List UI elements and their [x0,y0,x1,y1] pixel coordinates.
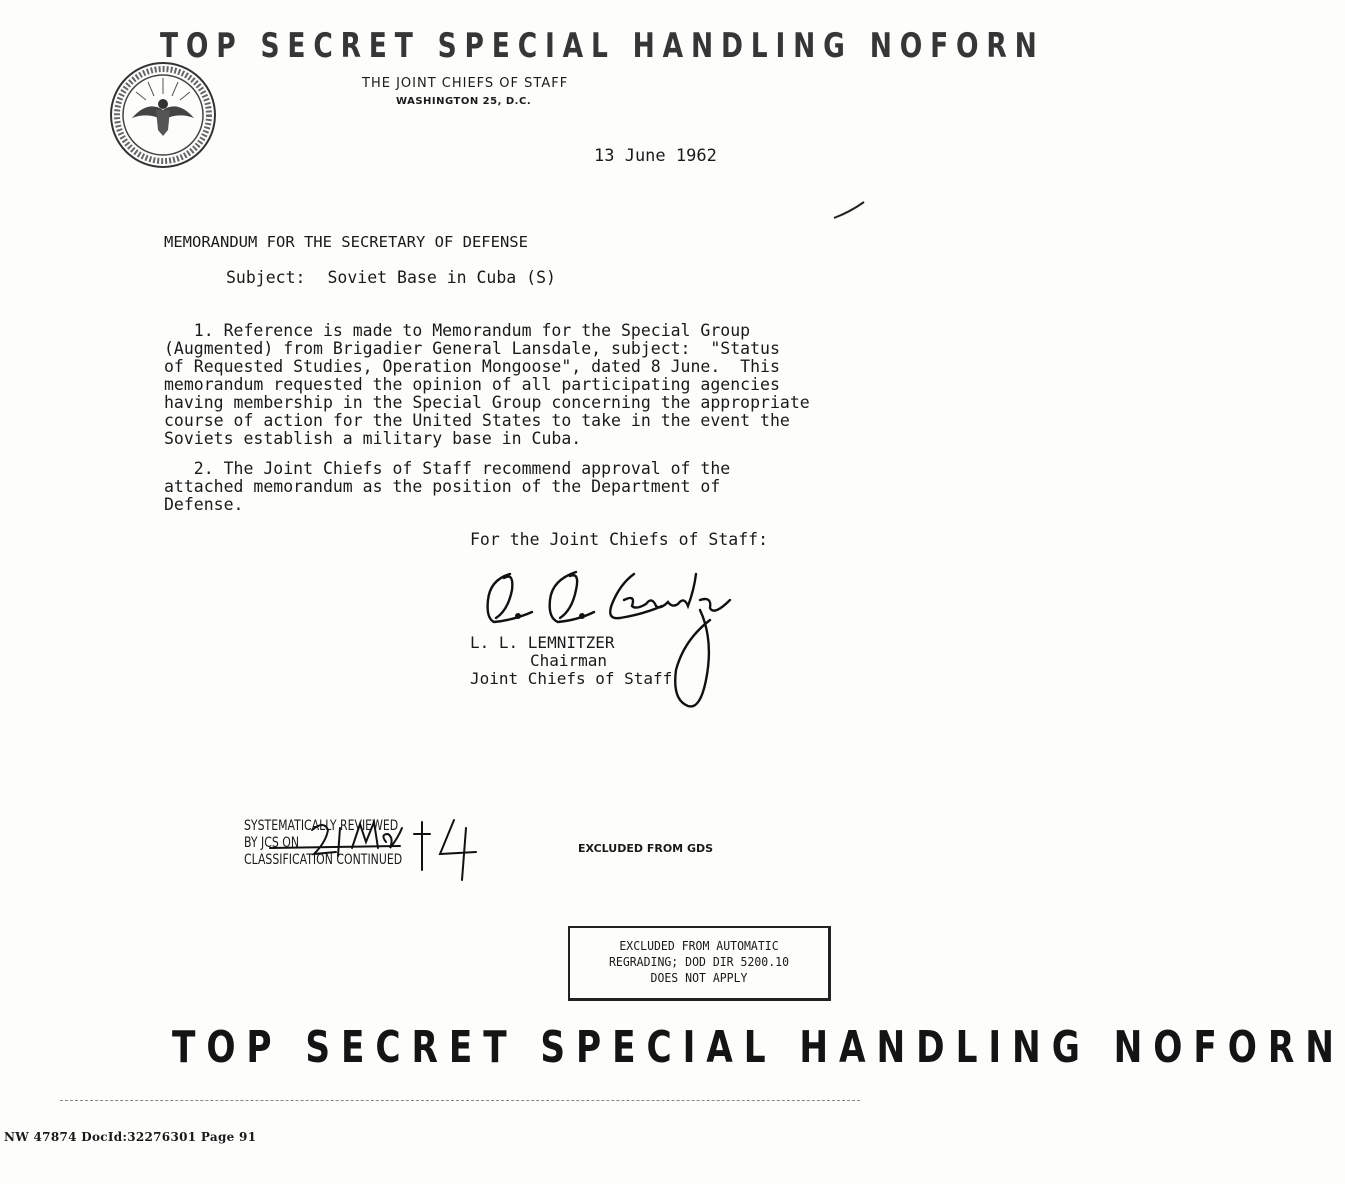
review-line-1: SYSTEMATICALLY REVIEWED [244,818,399,834]
subject-label: Subject: [226,268,306,287]
memo-date: 13 June 1962 [594,146,717,166]
review-line-3: CLASSIFICATION CONTINUED [244,852,403,868]
handwritten-review-date [240,808,520,888]
subject-value: Soviet Base in Cuba (S) [327,268,556,287]
memo-addressee: MEMORANDUM FOR THE SECRETARY OF DEFENSE [164,233,528,251]
signer-block [470,634,672,688]
document-footer: NW 47874 DocId:32276301 Page 91 [4,1130,257,1144]
signer-title: Chairman [530,651,608,670]
paragraph-1: 1. Reference is made to Memorandum for the Special Group (Augmented) from Brigadier General Lansdale, subject: "Status of Requested Studies, Operation Mongoose", dated 8 June. This memorandum requested the opinion of all participating agencies having membership in the Special Group concerning the appropriate course of action for the United States to take in the event the Soviets establish a military base in Cuba. [164,321,810,448]
memo-subject [226,268,556,287]
classification-banner-bottom: TOP SECRET SPECIAL HANDLING NOFORN [172,1022,1345,1073]
agency-name: THE JOINT CHIEFS OF STAFF [362,76,569,91]
seal-icon [108,60,218,170]
regrading-box [568,926,831,1001]
signer-org: Joint Chiefs of Staff [470,669,673,688]
signature-preface: For the Joint Chiefs of Staff: [470,530,769,549]
divider [60,1100,860,1101]
classification-banner-top: TOP SECRET SPECIAL HANDLING NOFORN [160,26,1045,66]
agency-address: WASHINGTON 25, D.C. [396,96,532,107]
signer-name: L. L. LEMNITZER [470,633,615,652]
check-mark-icon [832,198,868,222]
review-line-2: BY JCS ON [244,835,300,851]
paragraph-2: 2. The Joint Chiefs of Staff recommend approval of the attached memorandum as the position of the Department of Defense. [164,459,731,514]
regrading-text: EXCLUDED FROM AUTOMATIC REGRADING; DOD DIR 5200.10 DOES NOT APPLY [608,938,790,985]
excluded-gds-stamp: EXCLUDED FROM GDS [578,842,714,855]
